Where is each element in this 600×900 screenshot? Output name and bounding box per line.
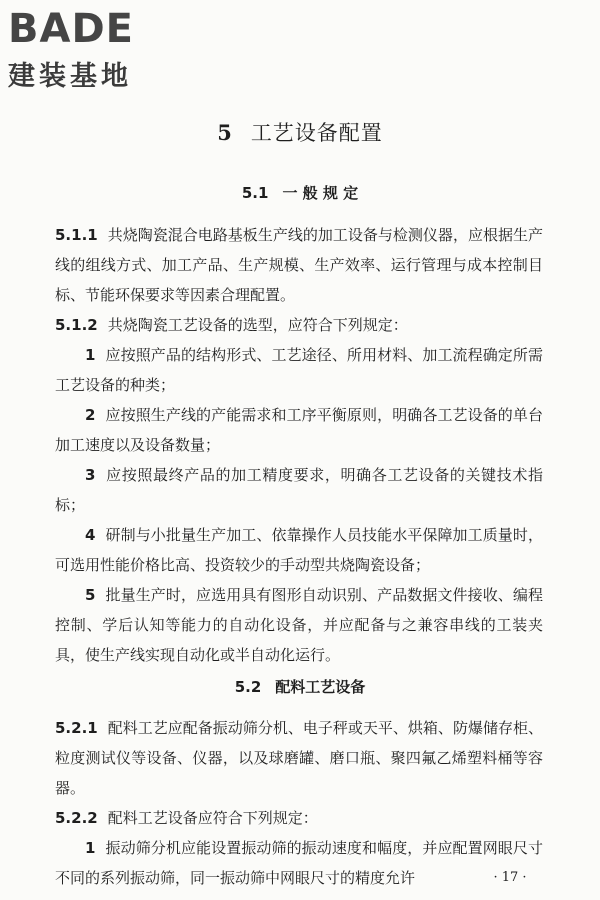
item-text: 批量生产时，应选用具有图形自动识别、产品数据文件接收、编程控制、学后认知等能力的自动化设备，并应配备与之兼容串线的工装夹具，使生产线实现自动化或半自动化运行。 [55, 586, 543, 664]
page-number: · 17 · [493, 870, 527, 885]
clause-number: 5.1.1 [55, 226, 98, 244]
list-item [55, 340, 543, 400]
section-number: 5.1 [241, 184, 269, 202]
bade-logo [8, 6, 183, 93]
item-number: 1 [85, 839, 96, 857]
item-text: 振动筛分机应能设置振动筛的振动速度和幅度，并应配置网眼尺寸不同的系列振动筛，同一振动筛中网眼尺寸的精度允许 [55, 839, 543, 887]
list-item [55, 520, 543, 580]
clause-text: 共烧陶瓷工艺设备的选型，应符合下列规定： [107, 316, 408, 334]
clause-number: 5.2.2 [55, 809, 98, 827]
item-number: 3 [85, 466, 96, 484]
clause-paragraph [55, 713, 543, 803]
chapter-title: 工艺设备配置 [250, 121, 383, 145]
item-number: 1 [85, 346, 96, 364]
chapter-number: 5 [217, 120, 233, 145]
section-heading [0, 676, 600, 697]
clause-number: 5.1.2 [55, 316, 98, 334]
section-number: 5.2 [234, 678, 262, 696]
item-number: 4 [85, 526, 96, 544]
item-text: 应按照生产线的产能需求和工序平衡原则，明确各工艺设备的单台加工速度以及设备数量； [55, 406, 543, 454]
item-text: 研制与小批量生产加工、依靠操作人员技能水平保障加工质量时，可选用性能价格比高、投资较少的手动型共烧陶瓷设备； [55, 526, 543, 574]
item-number: 5 [85, 586, 96, 604]
section-title: 一 般 规 定 [282, 184, 359, 202]
clause-number: 5.2.1 [55, 719, 98, 737]
clause-paragraph [55, 803, 543, 833]
item-text: 应按照产品的结构形式、工艺途径、所用材料、加工流程确定所需工艺设备的种类； [55, 346, 543, 394]
list-item [55, 460, 543, 520]
logo-wordmark: BADE [8, 6, 134, 52]
logo-subtitle: 建装基地 [8, 61, 132, 92]
chapter-heading [0, 117, 600, 147]
section-heading [0, 182, 600, 203]
section-title: 配料工艺设备 [275, 678, 366, 696]
clause-text: 共烧陶瓷混合电路基板生产线的加工设备与检测仪器，应根据生产线的组线方式、加工产品、生产规模、生产效率、运行管理与成本控制目标、节能环保要求等因素合理配置。 [55, 226, 543, 304]
clause-text: 配料工艺应配备振动筛分机、电子秤或天平、烘箱、防爆储存柜、粒度测试仪等设备、仪器，以及球磨罐、磨口瓶、聚四氟乙烯塑料桶等容器。 [55, 719, 543, 797]
clause-paragraph [55, 220, 543, 310]
item-number: 2 [85, 406, 96, 424]
list-item [55, 580, 543, 670]
clause-text: 配料工艺设备应符合下列规定： [107, 809, 318, 827]
list-item [55, 400, 543, 460]
clause-paragraph [55, 310, 543, 340]
item-text: 应按照最终产品的加工精度要求，明确各工艺设备的关键技术指标； [55, 466, 543, 514]
